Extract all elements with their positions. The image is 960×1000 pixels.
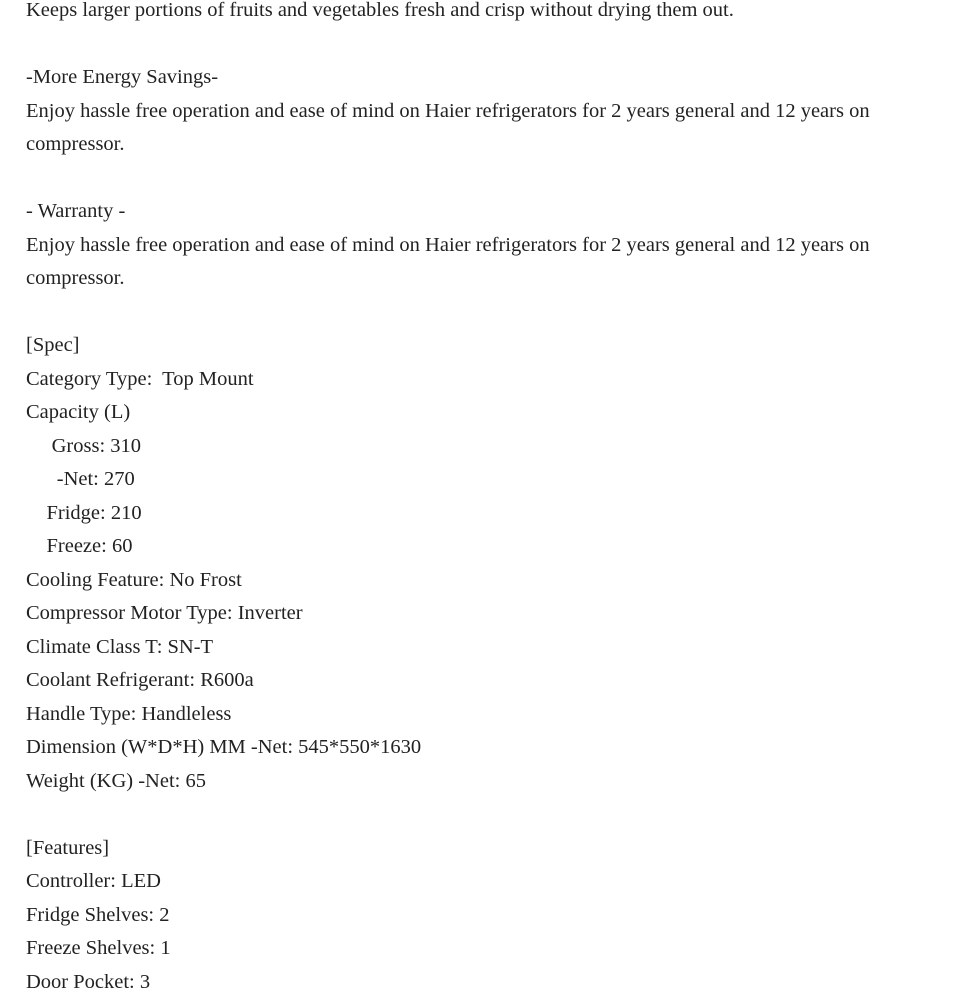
product-description bbox=[26, 0, 926, 999]
feature-door-pocket: Door Pocket: 3 bbox=[26, 970, 151, 993]
spec-weight: Weight (KG) -Net: 65 bbox=[26, 769, 206, 792]
warranty-text: Enjoy hassle free operation and ease of mind on Haier refrigerators for 2 years general and 12 years on compressor. bbox=[26, 233, 870, 289]
intro-text: Keeps larger portions of fruits and vegetables fresh and crisp without drying them out. bbox=[26, 0, 734, 21]
spec-heading: [Spec] bbox=[26, 334, 80, 356]
spec-gross: Gross: 310 bbox=[26, 434, 142, 457]
spec-net: -Net: 270 bbox=[26, 468, 135, 490]
spec-freeze: Freeze: 60 bbox=[26, 535, 133, 557]
spec-dimension: Dimension (W*D*H) MM -Net: 545*550*1630 bbox=[26, 736, 422, 758]
spec-fridge: Fridge: 210 bbox=[26, 501, 142, 524]
spec-compressor-motor: Compressor Motor Type: Inverter bbox=[26, 602, 303, 624]
feature-freeze-shelves: Freeze Shelves: 1 bbox=[26, 937, 171, 959]
spec-handle-type: Handle Type: Handleless bbox=[26, 702, 232, 725]
energy-savings-heading: -More Energy Savings- bbox=[26, 66, 219, 88]
spacer bbox=[26, 296, 926, 330]
spec-cooling-feature: Cooling Feature: No Frost bbox=[26, 568, 242, 591]
spacer bbox=[26, 28, 926, 62]
spec-coolant: Coolant Refrigerant: R600a bbox=[26, 669, 254, 691]
spec-climate-class: Climate Class T: SN-T bbox=[26, 635, 214, 658]
features-heading: [Features] bbox=[26, 836, 110, 859]
energy-savings-text: Enjoy hassle free operation and ease of mind on Haier refrigerators for 2 years general and 12 years on compressor. bbox=[26, 99, 870, 155]
spacer bbox=[26, 162, 926, 196]
spec-capacity: Capacity (L) bbox=[26, 401, 131, 423]
spacer bbox=[26, 798, 926, 832]
feature-fridge-shelves: Fridge Shelves: 2 bbox=[26, 903, 170, 926]
spec-category-type: Category Type: Top Mount bbox=[26, 367, 254, 390]
feature-controller: Controller: LED bbox=[26, 870, 161, 892]
warranty-heading: - Warranty - bbox=[26, 200, 126, 222]
